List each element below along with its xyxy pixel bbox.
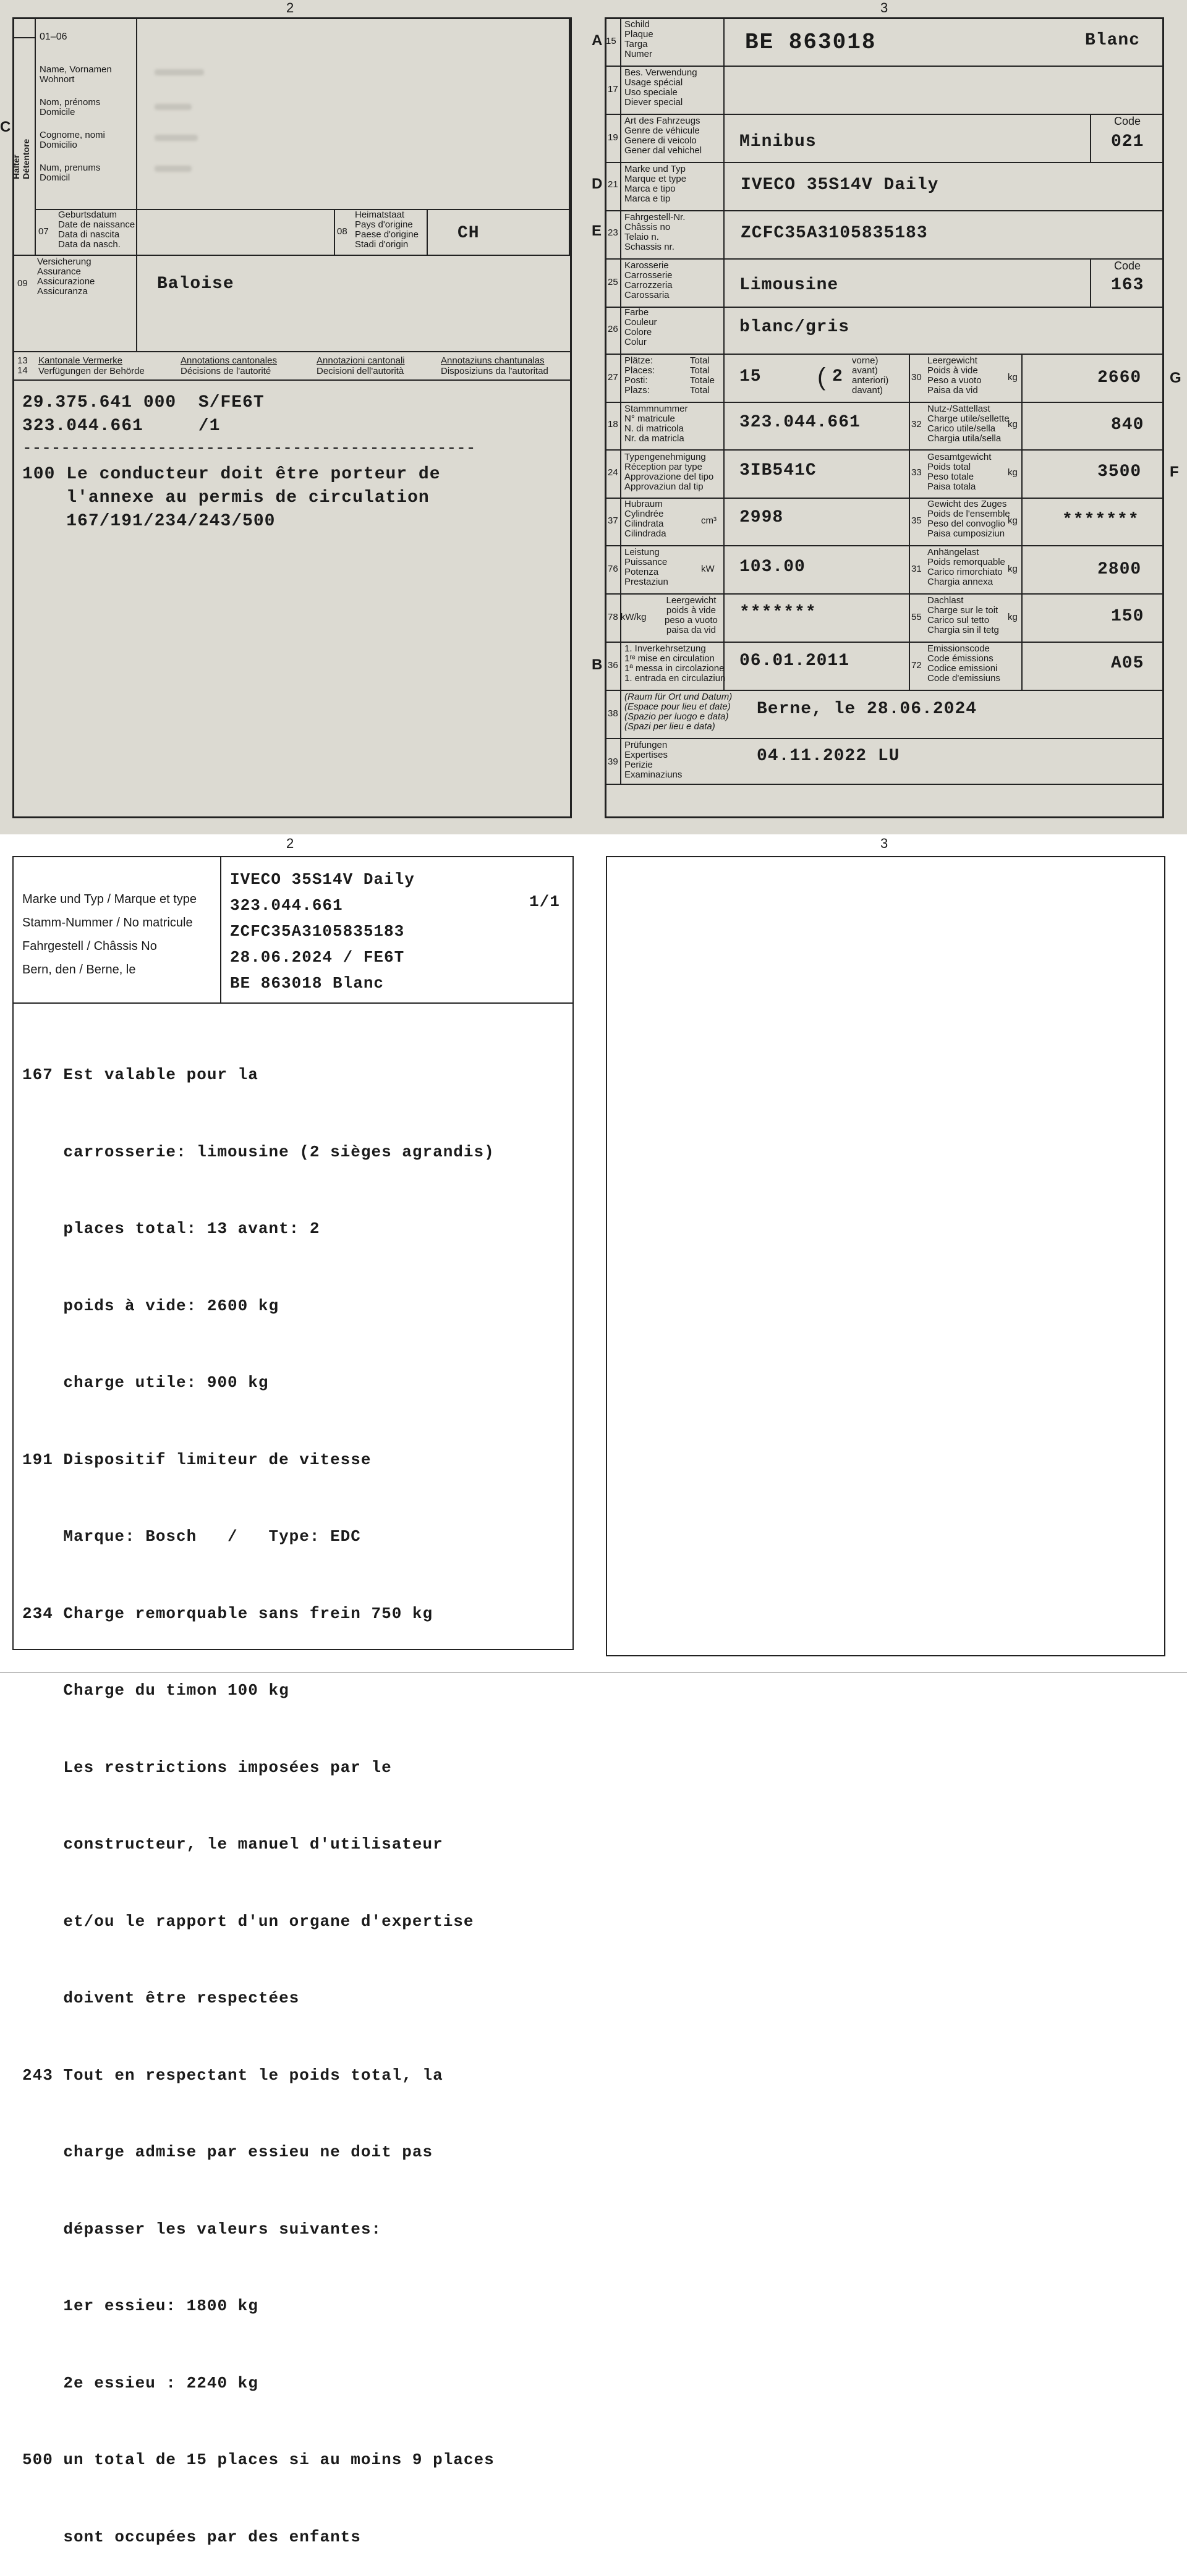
annex-labels: Marke und Typ / Marque et type Stamm-Nummer / No matricule Fahrgestell / Châssis No Bern, den / Berne, le bbox=[22, 892, 197, 977]
annex-blank-page bbox=[606, 856, 1165, 1656]
note-line-2: 323.044.661 /1 bbox=[22, 417, 221, 436]
note-100-line-1: 100 Le conducteur doit être porteur de bbox=[22, 465, 441, 484]
power-value: 103.00 bbox=[739, 557, 806, 577]
annex-note-line: places total: 13 avant: 2 bbox=[22, 1219, 320, 1238]
towing-load-value: 2800 bbox=[1097, 560, 1142, 579]
color-label: Farbe Couleur Colore Colur bbox=[624, 307, 657, 347]
birth-date-label: Geburtsdatum Date de naissance Data di nascita Data da nasch. bbox=[58, 210, 135, 250]
name-label-fr: Nom, prénoms Domicile bbox=[40, 97, 101, 117]
payload-value: 840 bbox=[1111, 415, 1144, 434]
note-100-line-2: l'annexe au permis de circulation bbox=[22, 488, 430, 507]
holder-vertical-label: Halter Détentore bbox=[11, 138, 31, 179]
annex-note-line: poids à vide: 2600 kg bbox=[22, 1296, 279, 1315]
vehicle-type-code: 021 bbox=[1111, 132, 1144, 151]
annex-note-line: 1er essieu: 1800 kg bbox=[22, 2297, 258, 2315]
origin-country-label: Heimatstaat Pays d'origine Paese d'origine Stadi d'origin bbox=[355, 210, 419, 250]
emission-code-value: A05 bbox=[1111, 654, 1144, 673]
redacted-city bbox=[155, 166, 192, 172]
annex-values: IVECO 35S14V Daily 323.044.661 ZCFC35A3105835183 28.06.2024 / FE6T BE 863018 Blanc bbox=[230, 870, 415, 993]
payload-label: Nutz-/Sattellast Charge utile/sellette Carico utile/sella Chargia utila/sella bbox=[927, 404, 1010, 444]
emission-code-label: Emissionscode Code émissions Codice emissioni Code d'emissiuns bbox=[927, 643, 1000, 684]
redacted-address bbox=[155, 135, 198, 141]
plate-value: BE 863018 bbox=[745, 30, 877, 55]
annex-note-line: et/ou le rapport d'un organe d'expertise bbox=[22, 1912, 474, 1931]
annex-page-number-right: 3 bbox=[880, 836, 888, 851]
power-weight-label: Leergewicht poids à vide peso a vuoto paisa da vid bbox=[665, 595, 718, 635]
annex-note-line: Marque: Bosch / Type: EDC bbox=[22, 1527, 361, 1546]
annex-note-line: doivent être respectées bbox=[22, 1989, 300, 2007]
side-letter-d: D bbox=[592, 176, 603, 192]
side-letter-g: G bbox=[1170, 370, 1181, 386]
annex-note-line: 243 Tout en respectant le poids total, la bbox=[22, 2065, 443, 2085]
page-number-left: 2 bbox=[286, 0, 294, 15]
annex-note-line: sont occupées par des enfants bbox=[22, 2527, 361, 2546]
annex-note-line: charge utile: 900 kg bbox=[22, 1373, 269, 1392]
cantonal-notes-it: Annotazioni cantonali bbox=[317, 355, 405, 366]
body-label: Karosserie Carrosserie Carrozzeria Carossaria bbox=[624, 260, 673, 300]
annex-note-line: 2e essieu : 2240 kg bbox=[22, 2373, 258, 2392]
inspections-label: Prüfungen Expertises Perizie Examinaziuns bbox=[624, 740, 683, 780]
towing-load-label: Anhängelast Poids remorquable Carico rimorchiato Chargia annexa bbox=[927, 547, 1005, 587]
annex-page-number-left: 2 bbox=[286, 836, 294, 851]
type-approval-value: 3IB541C bbox=[739, 461, 817, 480]
empty-weight-value: 2660 bbox=[1097, 368, 1142, 388]
annex-note-line: carrosserie: limousine (2 sièges agrandis) bbox=[22, 1142, 495, 1161]
name-label-it: Cognome, nomi Domicilio bbox=[40, 130, 105, 150]
seats-total-value: 15 bbox=[739, 367, 762, 386]
chassis-label: Fahrgestell-Nr. Châssis no Telaio n. Schassis nr. bbox=[624, 212, 686, 252]
field-01-06: 01–06 bbox=[40, 32, 67, 42]
seats-label: Plätze: Places: Posti: Plazs: bbox=[624, 355, 655, 396]
power-weight-value: ******* bbox=[739, 603, 817, 622]
inspections-value: 04.11.2022 LU bbox=[757, 747, 900, 766]
power-label: Leistung Puissance Potenza Prestaziun bbox=[624, 547, 668, 587]
total-weight-label: Gesamtgewicht Poids total Peso totale Paisa totala bbox=[927, 452, 992, 492]
body-value: Limousine bbox=[739, 276, 839, 295]
annex-note-line: dépasser les valeurs suivantes: bbox=[22, 2219, 382, 2239]
side-letter-c: C bbox=[0, 119, 11, 135]
annex-note-line: 234 Charge remorquable sans frein 750 kg bbox=[22, 1604, 433, 1623]
side-letter-b: B bbox=[592, 656, 603, 673]
color-value: blanc/gris bbox=[739, 318, 850, 337]
matricule-label: Stammnummer N° matricule N. di matricola Nr. da matricla bbox=[624, 404, 688, 444]
matricule-value: 323.044.661 bbox=[739, 413, 861, 432]
note-line-1: 29.375.641 000 S/FE6T bbox=[22, 393, 265, 412]
note-100-line-3: 167/191/234/243/500 bbox=[22, 512, 276, 531]
insurance-value: Baloise bbox=[157, 274, 234, 294]
annex-note-line: constructeur, le manuel d'utilisateur bbox=[22, 1835, 443, 1854]
origin-country-value: CH bbox=[457, 224, 480, 243]
annex-note-line: 191 Dispositif limiteur de vitesse bbox=[22, 1450, 372, 1469]
roof-load-label: Dachlast Charge sur le toit Carico sul tetto Chargia sin il tetg bbox=[927, 595, 999, 635]
first-registration-value: 06.01.2011 bbox=[739, 651, 850, 671]
name-label-de: Name, Vornamen Wohnort bbox=[40, 64, 112, 85]
dashed-separator: ----------------------------------------------- bbox=[22, 439, 476, 457]
empty-weight-label: Leergewicht Poids à vide Peso a vuoto Paisa da vid bbox=[927, 355, 982, 396]
make-model-value: IVECO 35S14V Daily bbox=[741, 176, 939, 195]
special-use-label: Bes. Verwendung Usage spécial Uso speciale Diever special bbox=[624, 67, 697, 108]
plate-label: Schild Plaque Targa Numer bbox=[624, 19, 653, 59]
side-letter-e: E bbox=[592, 222, 602, 239]
train-weight-label: Gewicht des Zuges Poids de l'ensemble Peso del convoglio Paisa cumposiziun bbox=[927, 499, 1010, 539]
vehicle-type-label: Art des Fahrzeugs Genre de véhicule Genere di veicolo Gener dal vehichel bbox=[624, 116, 702, 156]
page-number-right: 3 bbox=[880, 0, 888, 15]
seats-front-value: 2 bbox=[832, 367, 843, 386]
type-approval-label: Typengenehmigung Réception par type Approvazione del tipo Approvaziun dal tip bbox=[624, 452, 714, 492]
annex-note-line: Les restrictions imposées par le bbox=[22, 1758, 392, 1777]
body-code: 163 bbox=[1111, 276, 1144, 295]
place-date-value: Berne, le 28.06.2024 bbox=[757, 700, 977, 719]
annex-note-line: 500 un total de 15 places si au moins 9 places bbox=[22, 2451, 495, 2469]
annex-note-line: 167 Est valable pour la bbox=[22, 1066, 258, 1084]
make-model-label: Marke und Typ Marque et type Marca e tipo Marca e tip bbox=[624, 164, 687, 204]
annex-note-line: charge admise par essieu ne doit pas bbox=[22, 2143, 433, 2161]
cantonal-notes-rm: Annotaziuns chantunalas bbox=[441, 355, 545, 366]
cantonal-notes-fr: Annotations cantonales bbox=[181, 355, 277, 366]
place-date-label: (Raum für Ort und Datum) (Espace pour lieu et date) (Spazio per luogo e data) (Spazi per lieu e data) bbox=[624, 692, 733, 732]
first-registration-label: 1. Inverkehrsetzung 1ʳᵉ mise en circulation 1ª messa in circolazione 1. entrada en circulaziun bbox=[624, 643, 726, 684]
displacement-label: Hubraum Cylindrée Cilindrata Cilindrada bbox=[624, 499, 666, 539]
side-letter-f: F bbox=[1170, 464, 1179, 480]
vehicle-type-value: Minibus bbox=[739, 132, 817, 151]
insurance-label: Versicherung Assurance Assicurazione Assicuranza bbox=[37, 256, 95, 297]
chassis-value: ZCFC35A3105835183 bbox=[741, 224, 928, 243]
annex-page-ratio: 1/1 bbox=[529, 892, 560, 911]
plate-color: Blanc bbox=[1085, 31, 1141, 50]
annex-note-line: Charge du timon 100 kg bbox=[22, 1681, 289, 1700]
name-label-rm: Num, prenums Domicil bbox=[40, 163, 101, 183]
redacted-first-name bbox=[155, 104, 192, 110]
side-letter-a: A bbox=[592, 32, 603, 49]
roof-load-value: 150 bbox=[1111, 607, 1144, 626]
cantonal-notes-de: Kantonale Vermerke bbox=[38, 355, 122, 366]
redacted-name bbox=[155, 69, 204, 75]
total-weight-value: 3500 bbox=[1097, 462, 1142, 481]
annex-notes bbox=[22, 1011, 495, 2576]
train-weight-value: ******* bbox=[1062, 511, 1139, 530]
displacement-value: 2998 bbox=[739, 508, 784, 527]
